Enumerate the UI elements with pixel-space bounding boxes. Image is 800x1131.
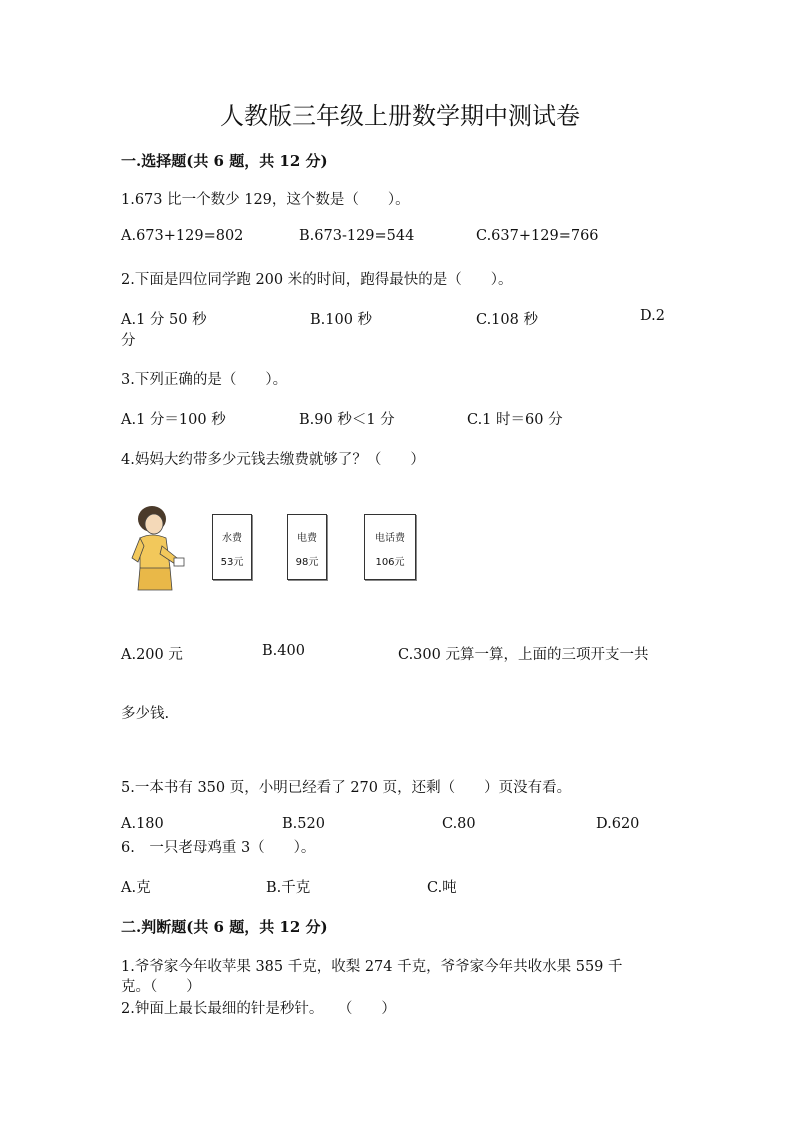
- section-heading-choice: 一.选择题(共 6 题，共 12 分): [121, 152, 328, 170]
- q5-option-b: B.520: [282, 816, 325, 832]
- question-2: 2.下面是四位同学跑 200 米的时间，跑得最快的是（ ）。: [121, 272, 513, 288]
- q1-option-b: B.673-129=544: [299, 228, 415, 244]
- q6-option-a: A.克: [121, 880, 151, 896]
- q3-option-c: C.1 时＝60 分: [467, 412, 563, 428]
- water-fee-price: 53元: [220, 557, 244, 568]
- phone-fee-sign: [364, 514, 416, 580]
- q5-option-c: C.80: [442, 816, 476, 832]
- q5-option-d: D.620: [596, 816, 640, 832]
- q3-option-b: B.90 秒＜1 分: [299, 412, 395, 428]
- q5-option-a: A.180: [121, 816, 164, 832]
- q2-option-d-wrap: 分: [121, 333, 136, 349]
- q2-option-c: C.108 秒: [476, 312, 538, 328]
- q4-option-a: A.200 元: [121, 647, 183, 663]
- question-5: 5.一本书有 350 页，小明已经看了 270 页，还剩（ ）页没有看。: [121, 780, 572, 796]
- q6-option-b: B.千克: [266, 880, 311, 896]
- electric-fee-sign: [287, 514, 327, 580]
- section-heading-judge: 二.判断题(共 6 题，共 12 分): [121, 918, 328, 936]
- phone-fee-price: 106元: [375, 557, 405, 568]
- electric-fee-price: 98元: [295, 557, 319, 568]
- q1-option-c: C.637+129=766: [476, 228, 599, 244]
- mother-illustration: [126, 502, 188, 592]
- judge-2: 2.钟面上最长最细的针是秒针。 （ ）: [121, 1001, 396, 1017]
- q6-option-c: C.吨: [427, 880, 457, 896]
- q4-option-c: C.300 元算一算，上面的三项开支一共: [398, 647, 649, 663]
- q1-option-a: A.673+129=802: [121, 228, 244, 244]
- q2-option-d: D.2: [640, 308, 665, 324]
- question-4: 4.妈妈大约带多少元钱去缴费就够了？（ ）: [121, 452, 425, 468]
- q4-option-b: B.400: [262, 643, 305, 659]
- water-fee-sign: [212, 514, 252, 580]
- question-3: 3.下列正确的是（ ）。: [121, 372, 288, 388]
- q2-option-a: A.1 分 50 秒: [121, 312, 207, 328]
- electric-fee-label: 电费: [297, 533, 317, 544]
- judge-1-line2: 克。（ ）: [121, 979, 201, 995]
- page-title: 人教版三年级上册数学期中测试卷: [220, 102, 580, 130]
- water-fee-label: 水费: [222, 533, 242, 544]
- q3-option-a: A.1 分＝100 秒: [121, 412, 226, 428]
- question-1: 1.673 比一个数少 129，这个数是（ ）。: [121, 192, 410, 208]
- q2-option-b: B.100 秒: [310, 312, 373, 328]
- judge-1-line1: 1.爷爷家今年收苹果 385 千克，收梨 274 千克，爷爷家今年共收水果 559 千: [121, 959, 623, 975]
- question-6: 6. 一只老母鸡重 3（ ）。: [121, 840, 316, 856]
- phone-fee-label: 电话费: [375, 533, 405, 544]
- q4-option-c-wrap: 多少钱.: [121, 706, 170, 722]
